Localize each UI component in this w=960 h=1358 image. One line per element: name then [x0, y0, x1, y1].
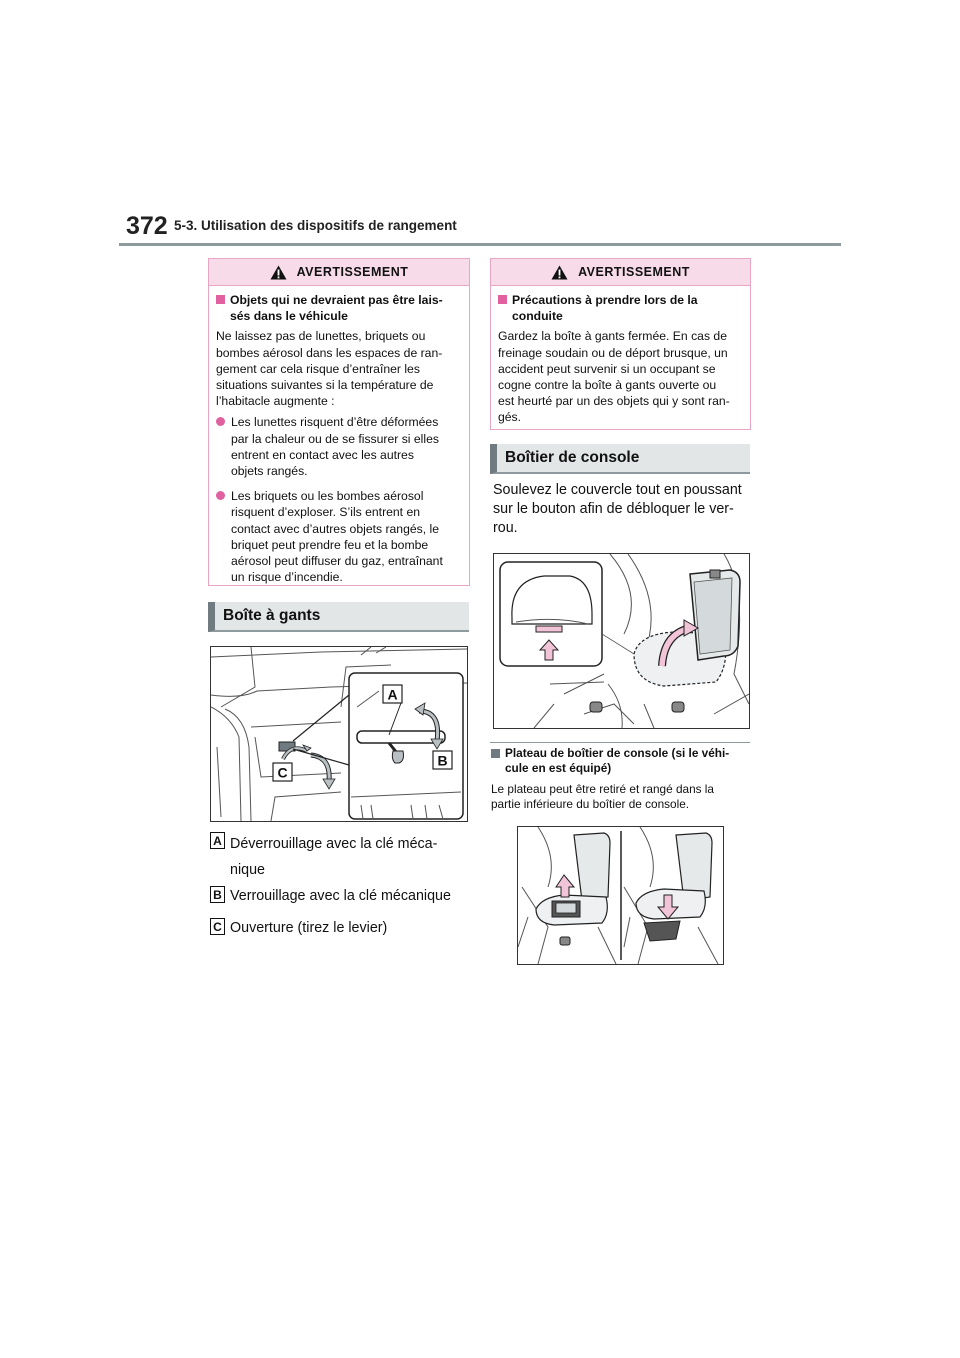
warning-box-objects — [208, 258, 470, 586]
legend-item-c: C Ouverture (tirez le levier) — [210, 918, 470, 938]
pink-square-marker — [498, 295, 507, 304]
legend-item-b: B Verrouillage avec la clé mécanique — [210, 886, 470, 906]
heading-glovebox: Boîte à gants — [208, 602, 469, 632]
warning-header — [209, 259, 469, 286]
warning-intro: Ne laissez pas de lunettes, briquets ou bombes aérosol dans les espaces de ran- gement car cela risque d’entraîner les situations suivantes si la température de l’habitacle augmente : — [216, 329, 443, 409]
page-number: 372 — [126, 212, 168, 240]
warning-header — [491, 259, 750, 286]
legend-item-a: A Déverrouillage avec la clé méca- nique — [210, 832, 470, 883]
callout-c: C — [277, 764, 288, 781]
warning-body: Gardez la boîte à gants fermée. En cas de freinage soudain ou de déport brusque, un accident peut survenir si un occupant se cogne contre la boîte à gants ouverte ou est heurté par un des objets qui y sont ran- gés. — [498, 329, 730, 425]
label-box-a: A — [210, 832, 225, 849]
glovebox-illustration — [210, 646, 468, 822]
warning-title: AVERTISSEMENT — [296, 265, 409, 279]
label-box-c: C — [210, 918, 225, 935]
gray-square-marker — [491, 749, 500, 758]
heading-console: Boîtier de console — [490, 444, 750, 474]
console-illustration — [493, 553, 750, 729]
pink-square-marker — [216, 295, 225, 304]
warning-box-driving — [490, 258, 751, 430]
header-divider — [119, 243, 841, 246]
warning-triangle-icon — [551, 265, 568, 280]
console-divider — [490, 742, 750, 743]
warning-subtitle — [216, 292, 460, 324]
callout-a: A — [387, 686, 398, 703]
warning-bullet: Les briquets ou les bombes aérosol risquent d’exploser. S’ils entrent en contact avec d’autres objets rangés, le briquet peut prendre feu et la bombe aérosol peut diffuser du gaz, entraînant un risque d’incendie. — [216, 488, 460, 585]
subtitle-line: Objets qui ne devraient pas être lais- — [230, 293, 443, 307]
console-intro: Soulevez le couvercle tout en poussant sur le bouton afin de débloquer le ver- rou. — [493, 482, 742, 536]
warning-triangle-icon — [270, 265, 287, 280]
section-title: 5-3. Utilisation des dispositifs de rangement — [174, 218, 457, 233]
label-box-b: B — [210, 886, 225, 903]
warning-title: AVERTISSEMENT — [578, 265, 690, 279]
warning-bullet: Les lunettes risquent d’être déformées par la chaleur ou de se fissurer si elles entrent en contact avec les autres objets rangés. — [216, 414, 460, 479]
callout-b: B — [437, 752, 448, 769]
warning-subtitle: Précautions à prendre lors de la conduite — [498, 292, 741, 324]
bullet-dot-icon — [216, 417, 225, 426]
bullet-dot-icon — [216, 491, 225, 500]
tray-illustration — [517, 826, 724, 965]
tray-body: Le plateau peut être retiré et rangé dans la partie inférieure du boîtier de console. — [491, 782, 714, 811]
subtitle-line: sés dans le véhicule — [230, 309, 348, 324]
tray-subheading: Plateau de boîtier de console (si le véhi- cule en est équipé) — [491, 746, 753, 776]
